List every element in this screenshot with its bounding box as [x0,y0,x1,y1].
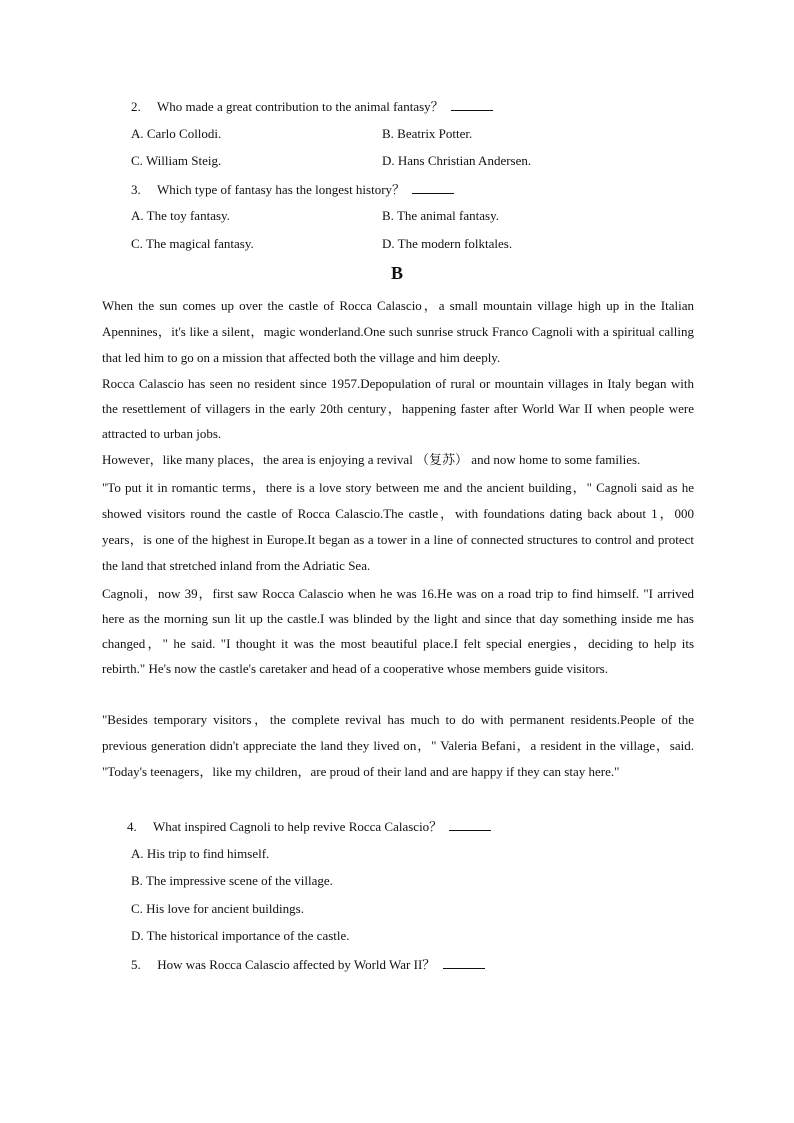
option-letter: B. [131,873,143,888]
option-b[interactable] [382,208,499,224]
passage-paragraph-4: "To put it in romantic terms，there is a love story between me and the ancient building，" Cagnoli said as he showed visitors round the castle of Rocca Calascio.The castle，with foundations dating back about 1，000 years，is one of the highest in Europe.It began as a tower in a line of connected structures to control and protect the land that stretched inland from the Adriatic Sea. [102,480,694,573]
section-heading: B [390,263,403,283]
question-3 [131,181,454,198]
option-d[interactable] [382,236,512,252]
option-letter: A. [131,208,144,223]
option-c[interactable] [131,236,254,252]
question-number: 3. [131,182,141,197]
option-letter: D. [382,153,395,168]
question-2 [131,98,493,115]
option-a[interactable] [131,846,269,862]
option-text: The toy fantasy. [146,208,230,223]
answer-blank[interactable] [412,181,454,194]
option-letter: C. [131,236,143,251]
option-letter: B. [382,126,394,141]
question-number: 4. [127,819,137,834]
question-number: 2. [131,99,141,114]
option-text: The animal fantasy. [396,208,499,223]
option-letter: B. [382,208,394,223]
option-letter: C. [131,153,143,168]
question-number: 5. [131,957,141,972]
option-letter: D. [382,236,395,251]
passage-paragraph-1: When the sun comes up over the castle of Rocca Calascio，a small mountain village high up in the Italian Apennines，it's like a silent，magic wonderland.One such sunrise struck Franco Cagnoli with a spiritual calling that led him to go on a mission that affected both the village and him deeply. [102,298,694,365]
option-letter: D. [131,928,144,943]
passage-paragraph-3: However，like many places，the area is enjoying a revival （复苏） and now home to some families. [102,452,641,467]
option-a[interactable] [131,208,230,224]
question-5 [131,956,485,973]
question-text: Which type of fantasy has the longest history？ [157,182,406,197]
option-text: His trip to find himself. [146,846,270,861]
option-text: The magical fantasy. [145,236,254,251]
option-letter: A. [131,846,144,861]
option-text: The modern folktales. [397,236,513,251]
passage-paragraph-2: Rocca Calascio has seen no resident since 1957.Depopulation of rural or mountain villages in Italy began with the resettlement of villagers in the early 20th century，happening faster after World War II when people were attracted to urban jobs. [102,376,694,441]
option-d[interactable] [131,928,350,944]
answer-blank[interactable] [449,818,491,831]
option-b[interactable] [382,126,472,142]
option-text: The impressive scene of the village. [145,873,333,888]
option-a[interactable] [131,126,221,142]
answer-blank[interactable] [451,98,493,111]
option-letter: A. [131,126,144,141]
option-text: Hans Christian Andersen. [397,153,532,168]
option-text: The historical importance of the castle. [146,928,350,943]
option-text: Beatrix Potter. [397,126,473,141]
question-text: What inspired Cagnoli to help revive Rocca Calascio？ [153,819,443,834]
passage-paragraph-5: Cagnoli，now 39，first saw Rocca Calascio when he was 16.He was on a road trip to find himself. "I arrived here as the morning sun lit up the castle.I was blinded by the light and since that day something inside me has changed，" he said. "I thought it was the most beautiful place.I felt special energies，deciding to help its rebirth." He's now the castle's caretaker and head of a cooperative whose members guide visitors. [102,586,695,676]
option-text: Carlo Collodi. [146,126,222,141]
question-4 [127,818,491,835]
option-text: William Steig. [145,153,222,168]
passage-paragraph-6: "Besides temporary visitors，the complete revival has much to do with permanent residents.People of the previous generation didn't appreciate the land they lived on，" Valeria Befani，a resident in the village，said. "Today's teenagers，like my children，are proud of their land and are happy if they can stay here." [102,712,694,779]
question-text: Who made a great contribution to the animal fantasy？ [157,99,444,114]
option-letter: C. [131,901,143,916]
option-c[interactable] [131,153,221,169]
option-text: His love for ancient buildings. [146,901,304,916]
option-d[interactable] [382,153,531,169]
option-b[interactable] [131,873,333,889]
question-text: How was Rocca Calascio affected by World War II？ [157,957,436,972]
answer-blank[interactable] [443,956,485,969]
option-c[interactable] [131,901,304,917]
